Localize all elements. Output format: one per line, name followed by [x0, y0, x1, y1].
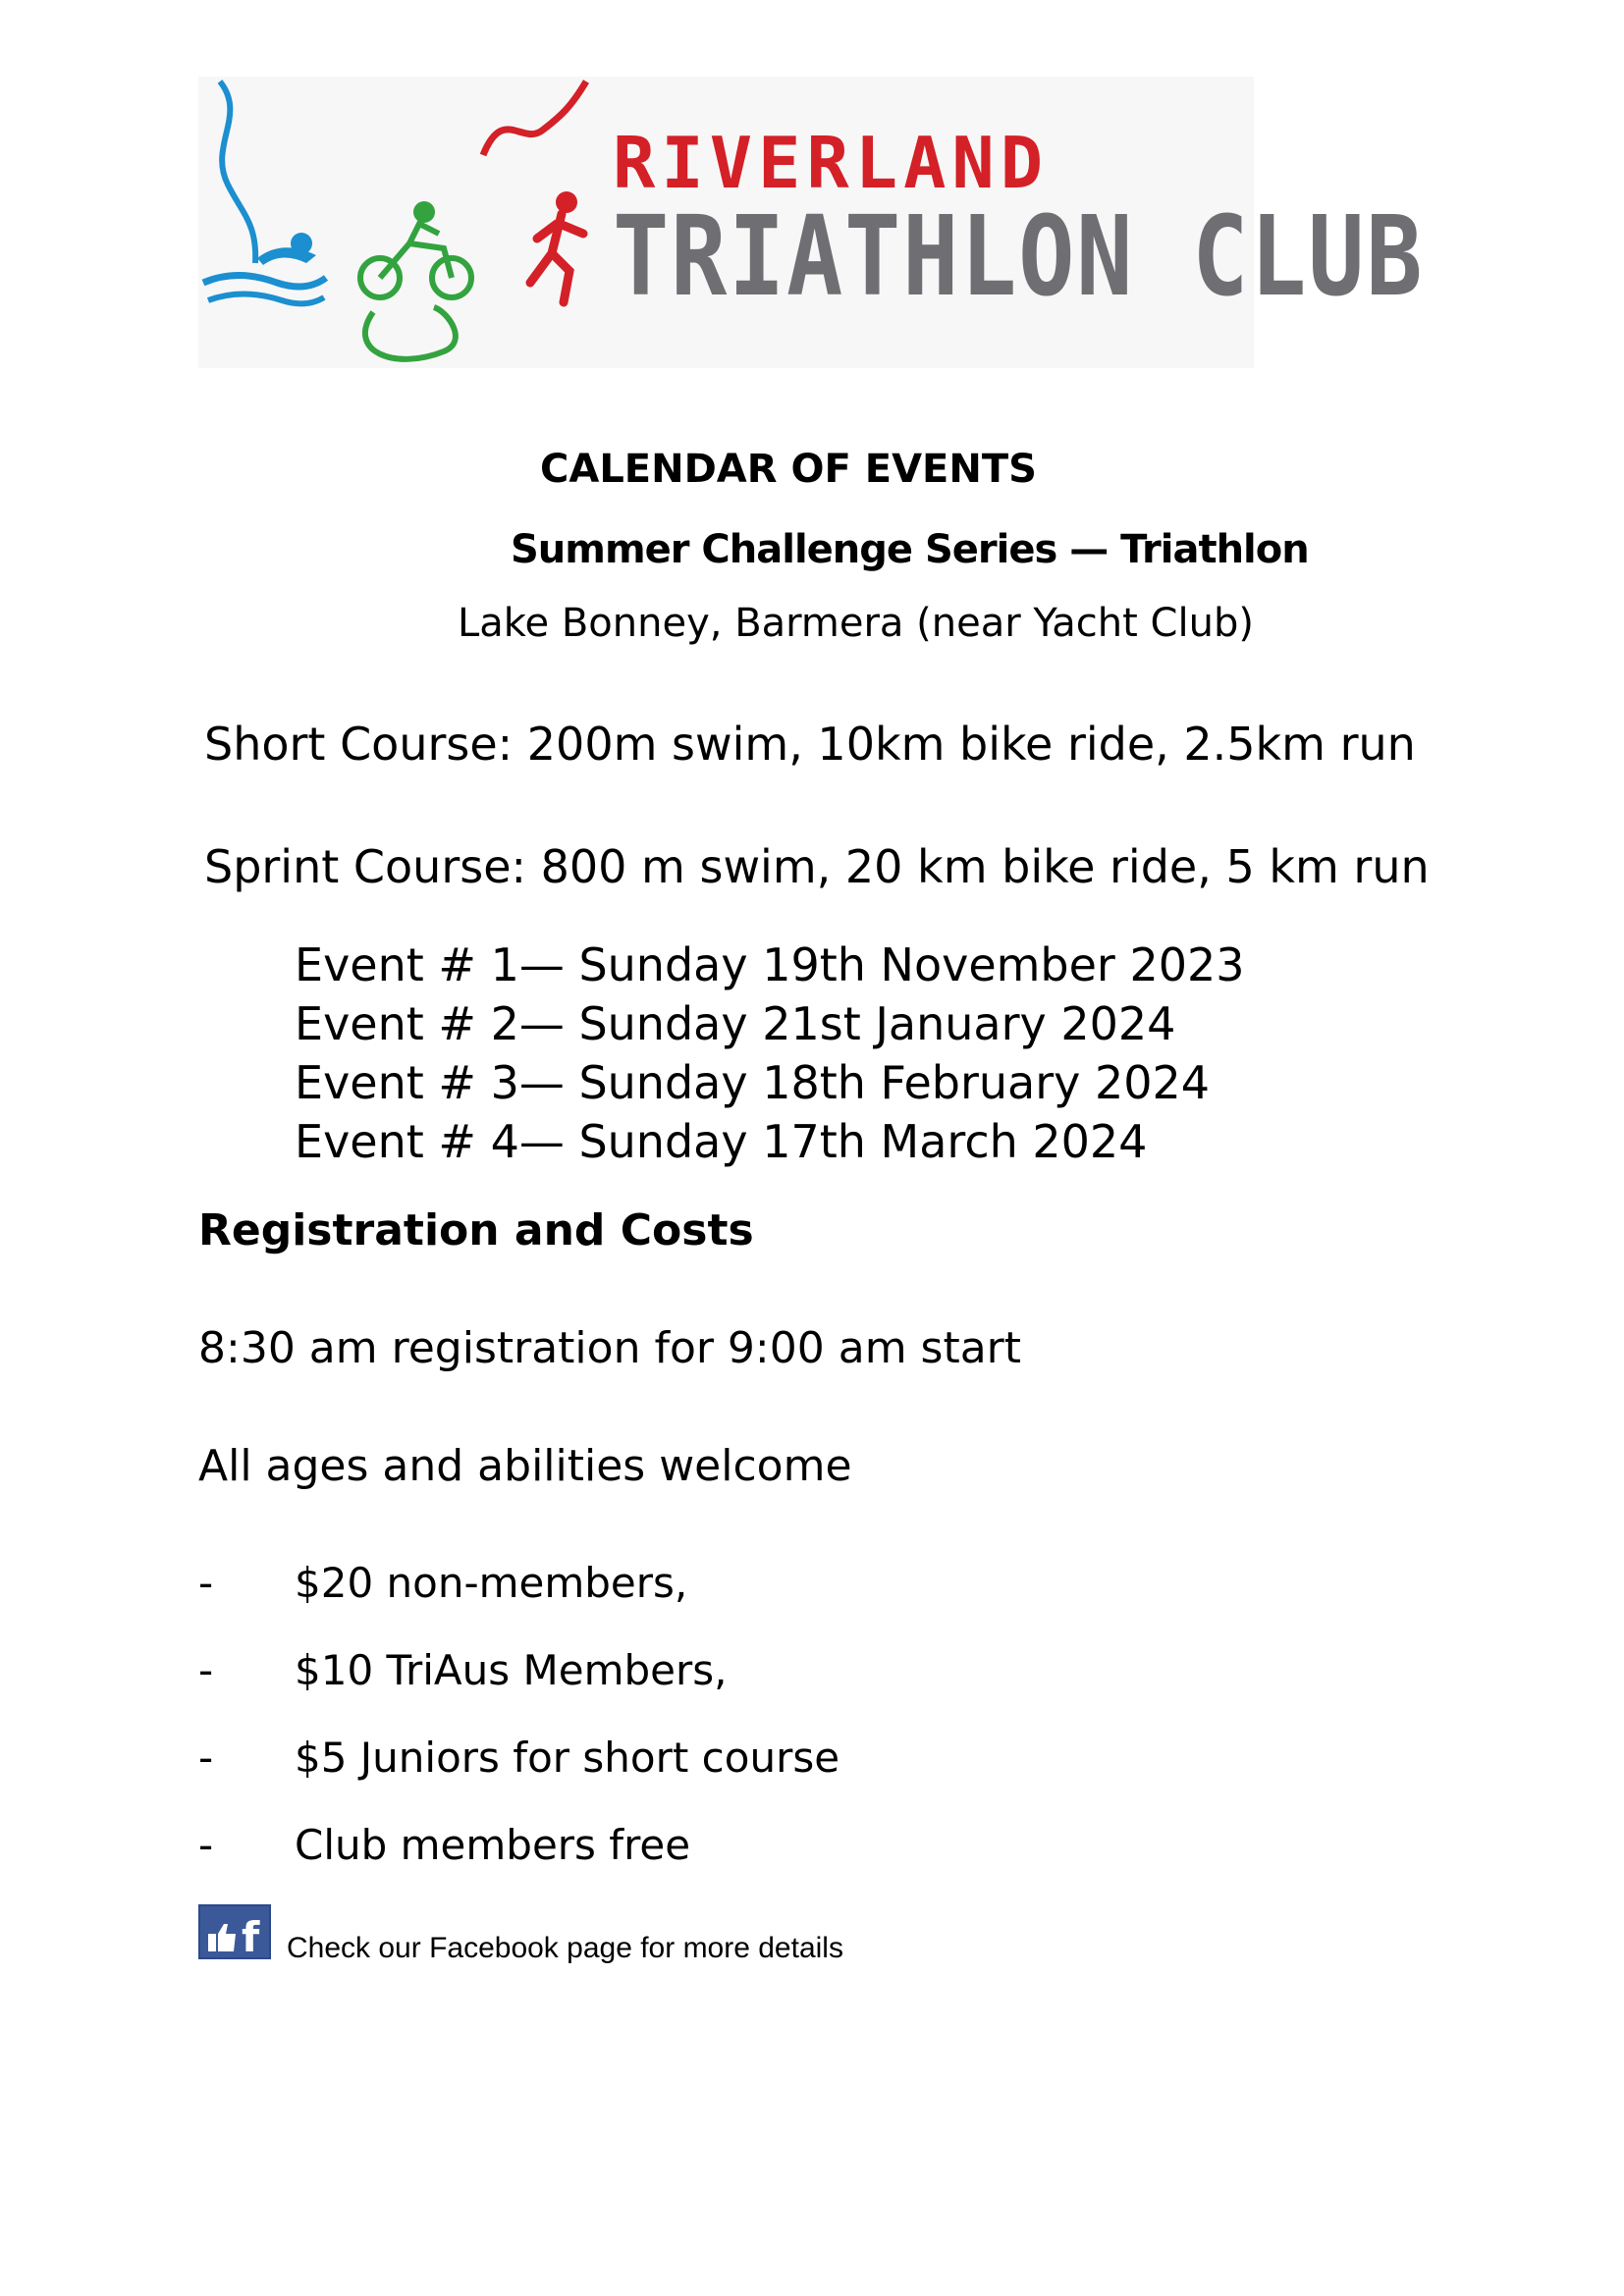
facebook-text: Check our Facebook page for more details [287, 1932, 843, 1964]
cost-item: $10 TriAus Members, [295, 1646, 728, 1694]
event-item: Event # 2— Sunday 21st January 2024 [295, 997, 1176, 1050]
registration-time: 8:30 am registration for 9:00 am start [198, 1323, 1022, 1373]
facebook-like-icon[interactable] [198, 1904, 271, 1959]
event-item: Event # 4— Sunday 17th March 2024 [295, 1115, 1148, 1168]
event-item: Event # 3— Sunday 18th February 2024 [295, 1056, 1211, 1109]
cost-item: $20 non-members, [295, 1559, 688, 1607]
club-logo [198, 77, 1425, 368]
series-subtitle: Summer Challenge Series — Triathlon [511, 527, 1309, 572]
logo-riverland-text: RIVERLAND [613, 122, 1050, 204]
list-bullet: - [198, 1734, 214, 1782]
page-title: CALENDAR OF EVENTS [540, 447, 1037, 492]
welcome-text: All ages and abilities welcome [198, 1441, 852, 1491]
cost-item: Club members free [295, 1821, 691, 1869]
svg-text:f: f [242, 1913, 260, 1959]
list-bullet: - [198, 1646, 214, 1694]
short-course: Short Course: 200m swim, 10km bike ride, 2.5km run [204, 718, 1416, 771]
venue: Lake Bonney, Barmera (near Yacht Club) [458, 601, 1254, 646]
sprint-course: Sprint Course: 800 m swim, 20 km bike ride, 5 km run [204, 840, 1430, 893]
event-item: Event # 1— Sunday 19th November 2023 [295, 938, 1245, 991]
triathlon-figures-icon [198, 77, 630, 368]
list-bullet: - [198, 1821, 214, 1869]
registration-heading: Registration and Costs [198, 1205, 754, 1255]
logo-triathlon-club-text: TRIATHLON CLUB [613, 193, 1425, 321]
cost-item: $5 Juniors for short course [295, 1734, 840, 1782]
list-bullet: - [198, 1559, 214, 1607]
